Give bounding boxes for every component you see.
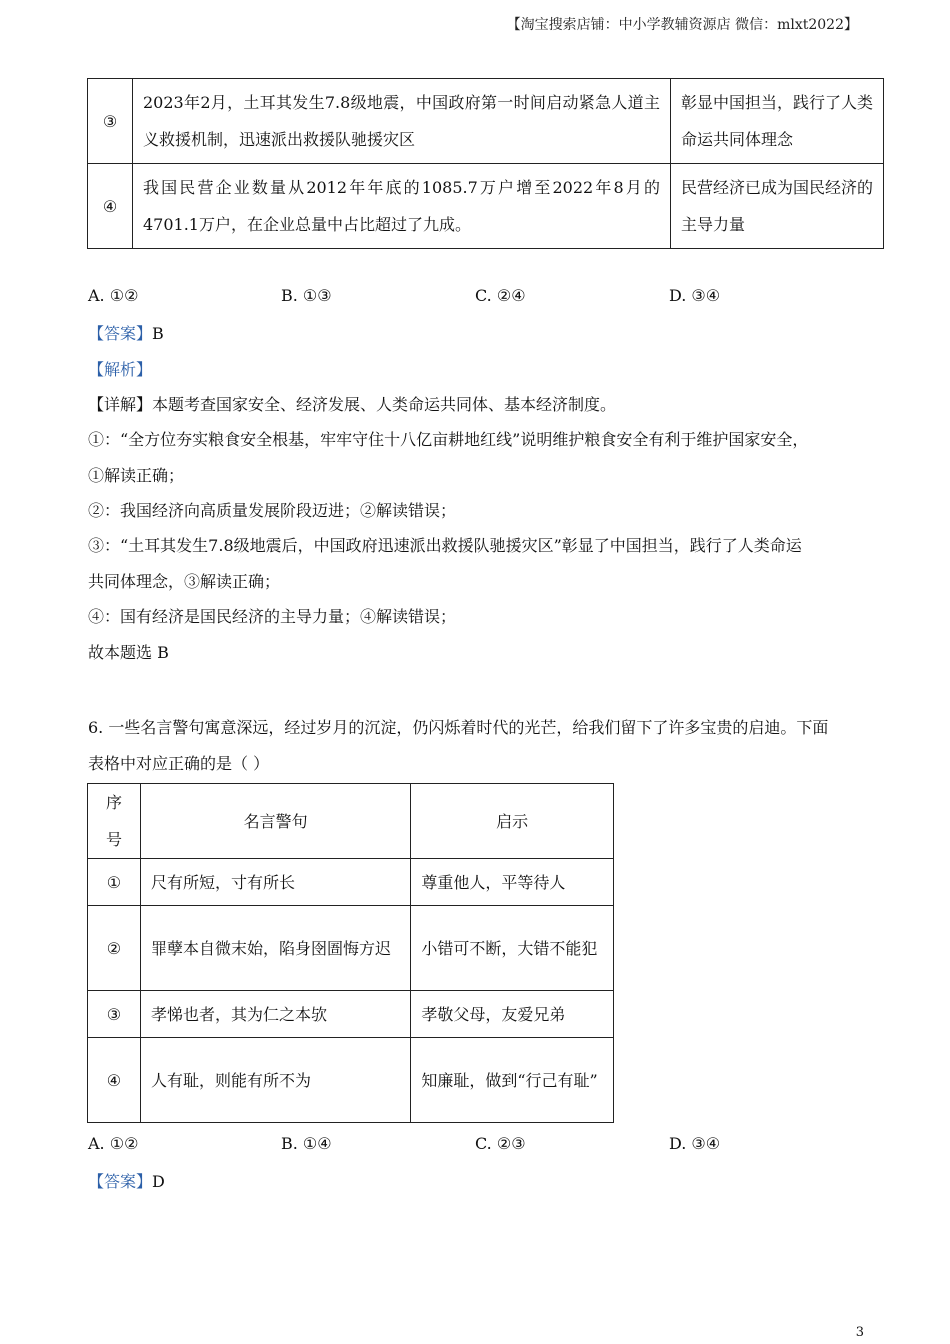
q6-options: [88, 1134, 868, 1158]
page-number: 3: [855, 1325, 864, 1340]
analysis-line: ②：我国经济向高质量发展阶段迈进；②解读错误；: [88, 501, 457, 520]
option-d[interactable]: D. ③④: [669, 1134, 721, 1153]
conclusion-line: 故本题选 B: [88, 643, 169, 662]
option-d[interactable]: D. ③④: [669, 286, 721, 305]
q5-answer: [88, 321, 164, 344]
answer-tag: 【答案】: [88, 324, 153, 343]
q6-answer: [88, 1169, 165, 1192]
quote-cell: 尺有所短，寸有所长: [140, 859, 410, 906]
page-header: 【淘宝搜索店铺：中小学教辅资源店 微信：mlxt2022】: [506, 17, 858, 33]
quote-cell: 罪孽本自微末始，陷身囹圄悔方迟: [140, 906, 410, 991]
analysis-tag: 【解析】: [88, 360, 153, 379]
quote-cell: 人有耻，则能有所不为: [140, 1038, 410, 1123]
option-c[interactable]: C. ②④: [475, 286, 526, 305]
q6-stem-line1: 6. 一些名言警句寓意深远，经过岁月的沉淀，仍闪烁着时代的光芒，给我们留下了许多宝贵的启迪。下面: [88, 718, 829, 737]
detail-tag: 【详解】: [88, 395, 153, 414]
analysis-line: ④：国有经济是国民经济的主导力量；④解读错误；: [88, 607, 457, 626]
table-row: [88, 991, 614, 1038]
table-row: [88, 1038, 614, 1123]
header-quote: 名言警句: [140, 784, 410, 859]
detail-text: 本题考查国家安全、经济发展、人类命运共同体、基本经济制度。: [152, 395, 617, 414]
answer-value: D: [152, 1172, 165, 1191]
row-number: ②: [88, 906, 141, 991]
option-a[interactable]: A. ①②: [88, 1134, 139, 1153]
quote-cell: 孝悌也者，其为仁之本欤: [140, 991, 410, 1038]
table-row: [88, 164, 884, 249]
option-b[interactable]: B. ①③: [281, 286, 332, 305]
event-cell: 我国民营企业数量从2012年年底的1085.7万户增至2022年8月的4701.1万户，在企业总量中占比超过了九成。: [133, 164, 671, 249]
interpretation-cell: 彰显中国担当，践行了人类命运共同体理念: [671, 79, 884, 164]
analysis-line: ①：“全方位夯实粮食安全根基，牢牢守住十八亿亩耕地红线”说明维护粮食安全有利于维护国家安全，: [88, 430, 809, 449]
row-number: ④: [88, 1038, 141, 1123]
interpretation-cell: 民营经济已成为国民经济的主导力量: [671, 164, 884, 249]
quotes-table: [87, 783, 614, 1123]
table-row: [88, 859, 614, 906]
event-cell: 2023年2月，土耳其发生7.8级地震，中国政府第一时间启动紧急人道主义救援机制，迅速派出救援队驰援灾区: [133, 79, 671, 164]
insight-cell: 尊重他人，平等待人: [411, 859, 614, 906]
table-row: [88, 906, 614, 991]
analysis-line: ③：“土耳其发生7.8级地震后，中国政府迅速派出救援队驰援灾区”彰显了中国担当，践行了人类命运: [88, 536, 802, 555]
option-b[interactable]: B. ①④: [281, 1134, 332, 1153]
answer-tag: 【答案】: [88, 1172, 153, 1191]
insight-cell: 小错可不断，大错不能犯: [411, 906, 614, 991]
q5-options: [88, 286, 868, 310]
insight-cell: 知廉耻，做到“行己有耻”: [411, 1038, 614, 1123]
row-number: ①: [88, 859, 141, 906]
header-insight: 启示: [411, 784, 614, 859]
detail-line: [88, 392, 616, 415]
insight-cell: 孝敬父母，友爱兄弟: [411, 991, 614, 1038]
analysis-line: ①解读正确；: [88, 466, 185, 485]
analysis-line: 共同体理念，③解读正确；: [88, 572, 281, 591]
row-number: ④: [88, 164, 133, 249]
table-row: [88, 79, 884, 164]
answer-value: B: [152, 324, 164, 343]
row-number: ③: [88, 79, 133, 164]
reading-table: [87, 78, 884, 249]
option-c[interactable]: C. ②③: [475, 1134, 526, 1153]
table-header-row: [88, 784, 614, 859]
q6-stem-line2: 表格中对应正确的是（ ）: [88, 754, 270, 773]
option-a[interactable]: A. ①②: [88, 286, 139, 305]
row-number: ③: [88, 991, 141, 1038]
header-number: 序号: [88, 784, 141, 859]
